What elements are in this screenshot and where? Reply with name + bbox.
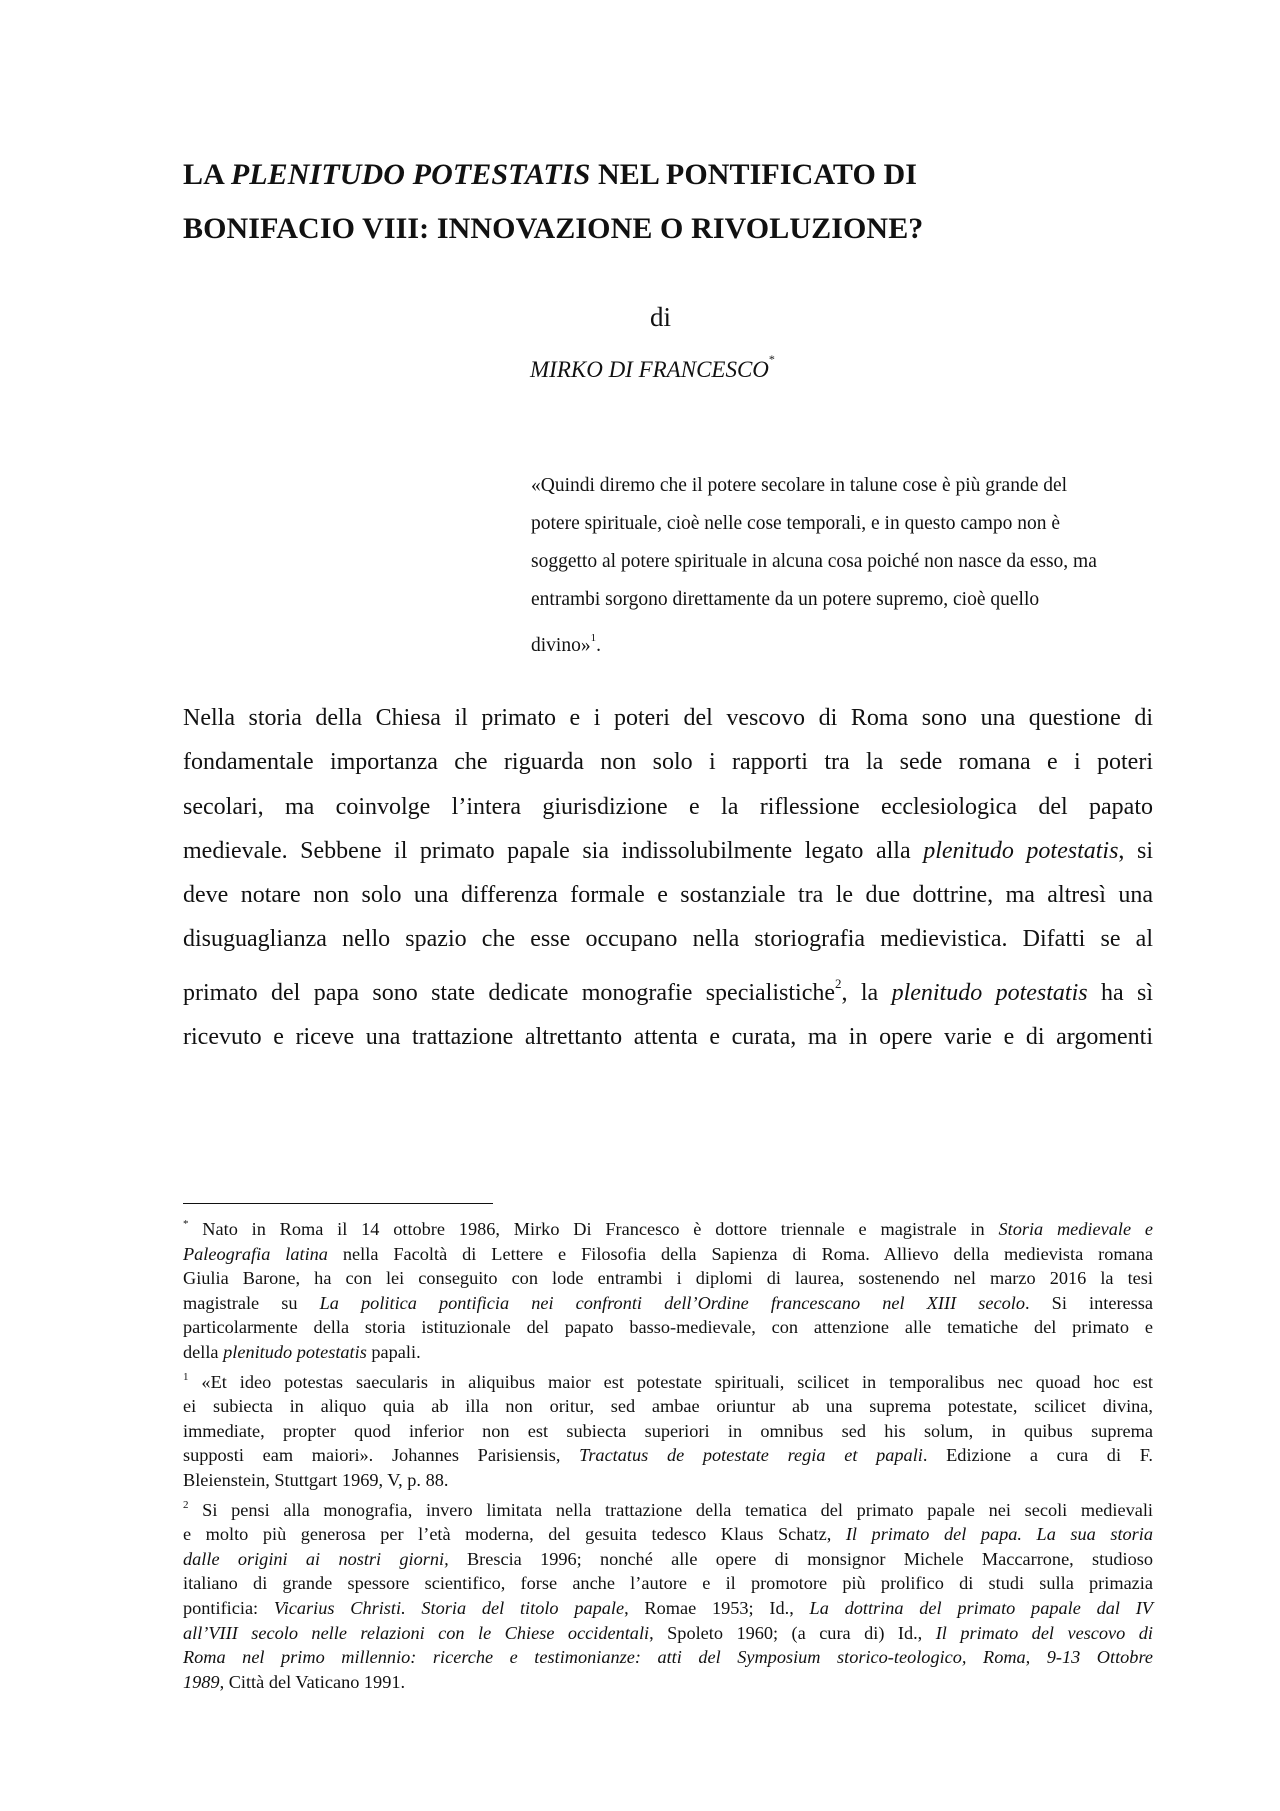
footnote-italic: La politica pontificia nei confronti dell’Ordine francescano nel XIII secolo bbox=[319, 1292, 1025, 1313]
footnote-line bbox=[183, 1621, 1153, 1646]
footnote-line bbox=[183, 1443, 1153, 1468]
footnote-text: . Si interessa bbox=[1025, 1292, 1153, 1313]
footnote-line bbox=[183, 1522, 1153, 1547]
epigraph-line: «Quindi diremo che il potere secolare in talune cose è più grande del bbox=[531, 475, 1068, 496]
footnote-separator bbox=[183, 1203, 493, 1204]
body-italic: plenitudo potestatis bbox=[923, 837, 1119, 864]
footnote-line bbox=[183, 1645, 1153, 1670]
footnote-line bbox=[183, 1547, 1153, 1572]
body-line bbox=[183, 829, 1153, 873]
epigraph-text: divino» bbox=[531, 635, 591, 656]
footnote-1 bbox=[183, 1365, 1153, 1493]
footnote-text: pontificia: bbox=[183, 1597, 274, 1618]
footnote-line: Giulia Barone, ha con lei conseguito con lode entrambi i diplomi di laurea, sostenendo nel marzo 2016 la tesi bbox=[183, 1268, 1153, 1289]
article-title bbox=[183, 148, 1143, 256]
body-line: ricevuto e riceve una trattazione altrettanto attenta e curata, ma in opere varie e di argomenti bbox=[183, 1024, 1153, 1051]
author-footnote-mark[interactable]: * bbox=[768, 352, 775, 366]
body-line: fondamentale importanza che riguarda non solo i rapporti tra la sede romana e i poteri bbox=[183, 749, 1153, 776]
footnote-text: magistrale su bbox=[183, 1292, 320, 1313]
body-text: primato del papa sono state dedicate monografie specialistiche bbox=[183, 979, 835, 1006]
footnote-italic: 1989 bbox=[183, 1671, 220, 1692]
footnote-author bbox=[183, 1212, 1153, 1365]
footnote-italic: Vicarius Christi. Storia del titolo papale bbox=[273, 1597, 625, 1618]
footnote-mark: 1 bbox=[183, 1370, 189, 1383]
footnote-text: «Et ideo potestas saecularis in aliquibus maior est potestate spirituali, scilicet in temporalibus nec quoad hoc est bbox=[188, 1371, 1153, 1392]
footnote-mark: 2 bbox=[183, 1498, 189, 1511]
footnote-line bbox=[183, 1493, 1153, 1523]
footnote-text: Nato in Roma il 14 ottobre 1986, Mirko Di Francesco è dottore triennale e magistrale in bbox=[188, 1219, 999, 1239]
body-line: deve notare non solo una differenza formale e sostanziale tra le due dottrine, ma altresì una bbox=[183, 882, 1153, 909]
title-text: LA bbox=[183, 158, 231, 191]
epigraph-line: potere spirituale, cioè nelle cose temporali, e in questo campo non è bbox=[531, 513, 1061, 534]
footnote-text: , Spoleto 1960; (a cura di) Id., bbox=[649, 1622, 936, 1643]
footnote-line bbox=[183, 1670, 1153, 1695]
footnote-italic: Roma nel primo millennio: ricerche e testimonianze: atti del Symposium storico-teologico, Roma, 9-13 Ottobre bbox=[183, 1647, 1153, 1668]
footnote-text: e molto più generosa per l’età moderna, del gesuita tedesco Klaus Schatz, bbox=[183, 1524, 846, 1545]
footnote-italic: plenitudo potestatis bbox=[223, 1341, 367, 1362]
body-italic: plenitudo potestatis bbox=[891, 979, 1088, 1006]
footnote-italic: Il primato del vescovo di bbox=[935, 1622, 1153, 1643]
body-line bbox=[183, 962, 1153, 1015]
footnote-italic: dalle origini ai nostri giorni, bbox=[183, 1548, 449, 1569]
footnote-italic: Tractatus de potestate regia et papali bbox=[579, 1445, 923, 1466]
footnote-line bbox=[183, 1212, 1153, 1242]
footnotes bbox=[183, 1212, 1153, 1694]
footnote-mark: * bbox=[183, 1218, 189, 1230]
title-line-2: BONIFACIO VIII: INNOVAZIONE O RIVOLUZIONE? bbox=[183, 212, 924, 245]
footnote-line bbox=[183, 1365, 1153, 1395]
body-line: disuguaglianza nello spazio che esse occupano nella storiografia medievistica. Difatti se al bbox=[183, 926, 1153, 953]
footnote-italic: Storia medievale e bbox=[998, 1219, 1153, 1239]
footnote-line: italiano di grande spessore scientifico, forse anche l’autore e il promotore più prolifico di studi sulla primazia bbox=[183, 1573, 1153, 1594]
footnote-ref-2[interactable]: 2 bbox=[835, 975, 842, 991]
footnote-line: ei subiecta in aliquo quia ab illa non oritur, sed ambae oriuntur ab una suprema potestate, scilicet divina, bbox=[183, 1396, 1153, 1417]
title-line-1 bbox=[183, 148, 1143, 202]
footnote-line: immediate, propter quod inferior non est subiecta superiori in omnibus sed his solum, in quibus suprema bbox=[183, 1420, 1153, 1441]
epigraph-text: . bbox=[596, 635, 601, 656]
footnote-italic: La dottrina del primato papale dal IV bbox=[809, 1597, 1153, 1618]
footnote-text: della bbox=[183, 1341, 224, 1362]
byline-di: di bbox=[650, 302, 672, 332]
title-italic: PLENITUDO POTESTATIS bbox=[230, 158, 591, 191]
footnote-text: , Romae 1953; Id., bbox=[624, 1597, 810, 1618]
title-text: NEL PONTIFICATO DI bbox=[590, 158, 918, 191]
body-line: secolari, ma coinvolge l’intera giurisdizione e la riflessione ecclesiologica del papato bbox=[183, 793, 1153, 820]
epigraph-line: soggetto al potere spirituale in alcuna cosa poiché non nasce da esso, ma bbox=[531, 551, 1097, 572]
footnote-text: nella Facoltà di Lettere e Filosofia della Sapienza di Roma. Allievo della medievista romana bbox=[327, 1243, 1153, 1264]
footnote-text: papali. bbox=[366, 1341, 421, 1362]
footnote-ref-1[interactable]: 1 bbox=[590, 632, 597, 644]
footnote-2 bbox=[183, 1493, 1153, 1695]
footnote-line bbox=[183, 1340, 1153, 1365]
body-line: Nella storia della Chiesa il primato e i poteri del vescovo di Roma sono una questione di bbox=[183, 705, 1153, 731]
body-text: , si bbox=[1118, 837, 1153, 864]
body-text: , la bbox=[841, 979, 892, 1006]
epigraph-line bbox=[531, 619, 1151, 665]
epigraph-line: entrambi sorgono direttamente da un potere supremo, cioè quello bbox=[531, 589, 1040, 610]
footnote-italic: Il primato del papa. La sua storia bbox=[845, 1524, 1154, 1545]
footnote-line bbox=[183, 1596, 1153, 1621]
body-paragraph bbox=[183, 696, 1153, 1059]
footnote-text: , Città del Vaticano 1991. bbox=[219, 1671, 406, 1692]
author-name bbox=[530, 352, 775, 383]
footnote-line bbox=[183, 1291, 1153, 1316]
epigraph-quote bbox=[531, 467, 1151, 665]
author-text: MIRKO DI FRANCESCO bbox=[530, 357, 769, 382]
footnote-italic: all’VIII secolo nelle relazioni con le Chiese occidentali bbox=[183, 1622, 650, 1643]
footnote-line: Bleienstein, Stuttgart 1969, V, p. 88. bbox=[183, 1469, 449, 1490]
footnote-text: supposti eam maiori». Johannes Parisiensis, bbox=[183, 1445, 580, 1466]
footnote-text: . Edizione a cura di F. bbox=[922, 1445, 1153, 1466]
body-text: medievale. Sebbene il primato papale sia indissolubilmente legato alla bbox=[183, 837, 924, 864]
footnote-text: Si pensi alla monografia, invero limitata nella trattazione della tematica del primato papale nei secoli medievali bbox=[188, 1499, 1153, 1520]
footnote-line: particolarmente della storia istituzionale del papato basso-medievale, con attenzione alle tematiche del primato e bbox=[183, 1317, 1153, 1338]
footnote-line bbox=[183, 1242, 1153, 1267]
footnote-italic: Paleografia latina bbox=[183, 1243, 328, 1264]
body-text: ha sì bbox=[1087, 979, 1153, 1006]
footnote-text: Brescia 1996; nonché alle opere di monsignor Michele Maccarrone, studioso bbox=[448, 1548, 1153, 1569]
